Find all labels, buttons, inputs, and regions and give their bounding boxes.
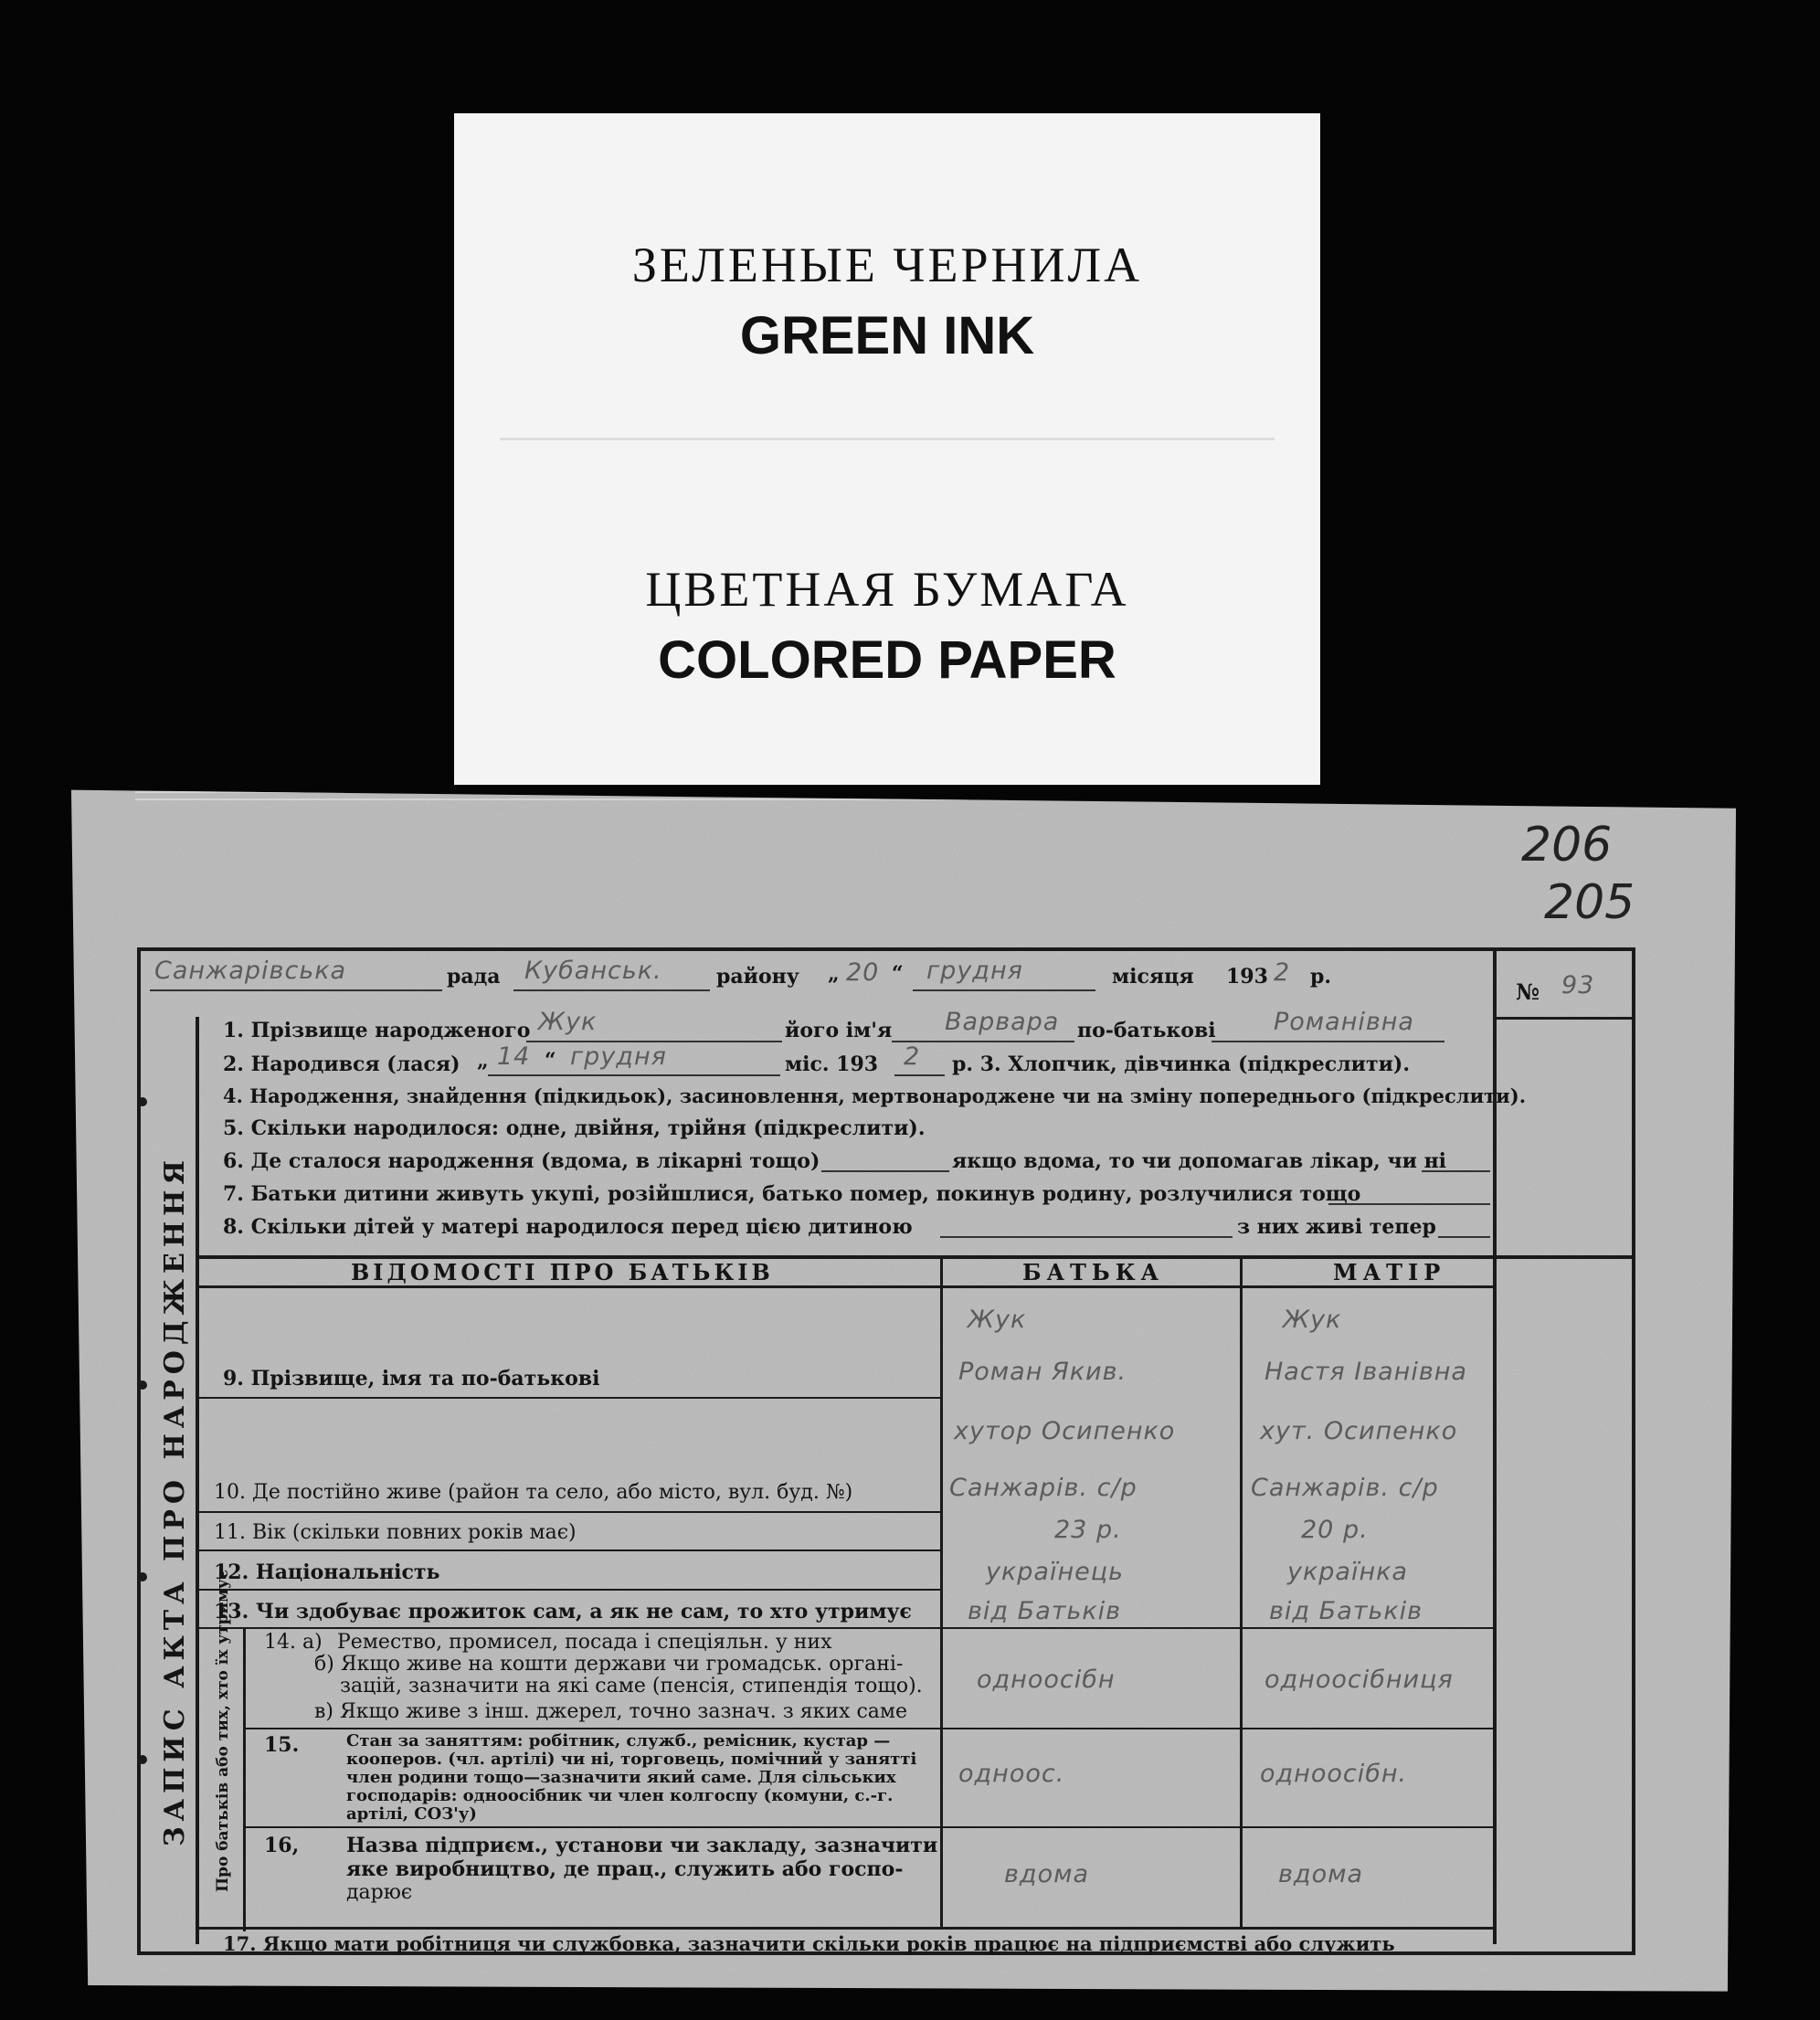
hw-mother-support: від Батьків — [1269, 1597, 1423, 1625]
label-rada: рада — [447, 965, 501, 989]
hw-father-surname: Жук — [968, 1306, 1027, 1334]
item-4: 4. Народження, знайдення (підкидьок), засиновлення, мертвонароджене чи на зміну попереднього (підкреслити). — [223, 1084, 1527, 1107]
hw-district: Кубанськ. — [524, 957, 662, 985]
card-divider — [500, 438, 1275, 440]
item-2-quote: „ — [477, 1049, 489, 1073]
day-close-quote: “ — [892, 962, 904, 986]
hw-mother-address2: Санжарів. с/р — [1251, 1474, 1439, 1502]
item-2-3-rest: р. 3. Хлопчик, дівчинка (підкреслити). — [952, 1052, 1410, 1076]
row-line — [196, 1627, 1495, 1629]
row-16-line3: дарює — [346, 1881, 413, 1904]
hw-number: 93 — [1561, 971, 1595, 999]
row-15-line1: Стан за заняттям: робітник, служб., ремісник, кустар — — [346, 1731, 891, 1750]
row-line — [243, 1728, 1495, 1729]
row-15-line4: господарів: одноосібник чи член колгоспу (комуни, с.-г. — [346, 1786, 894, 1805]
label-card — [454, 113, 1320, 785]
hw-year: 2 — [1274, 958, 1291, 987]
row-15-number: 15. — [264, 1733, 300, 1757]
label-year-suffix: р. — [1310, 965, 1332, 989]
row-14-number: 14. а) — [264, 1631, 323, 1654]
blank-line — [1328, 1203, 1490, 1205]
hw-father-address2: Санжарів. с/р — [949, 1474, 1138, 1502]
form-vertical-subtitle: Про батьків або тих, хто їх утримує — [214, 1569, 232, 1892]
blank-line — [1422, 1170, 1490, 1172]
hw-day: 20 — [846, 958, 880, 987]
hw-mother-age: 20 р. — [1301, 1516, 1369, 1544]
hw-father-workplace: вдома — [1004, 1860, 1090, 1888]
blank-line — [488, 1074, 780, 1076]
sheet-edge — [135, 791, 1709, 793]
row-16-line1: Назва підприєм., установи чи закладу, зазначити — [346, 1834, 938, 1857]
row-9-label: 9. Прізвище, імя та по-батькові — [223, 1367, 600, 1391]
blank-line — [150, 989, 442, 991]
row-12-label: 12. Національність — [214, 1560, 440, 1584]
row-15-line2: кооперов. (чл. артілі) чи ні, торговець, помічний у занятті — [346, 1750, 917, 1769]
col-header-info: ВІДОМОСТІ ПРО БАТЬКІВ — [351, 1259, 774, 1285]
row-17-label: 17. Якщо мати робітниця чи службовка, зазначити скільки років працює на підприємстві або служить — [223, 1932, 1395, 1955]
row-10-label: 10. Де постійно живе (район та село, або місто, вул. буд. №) — [214, 1481, 853, 1504]
hw-father-occupation: одноосібн — [977, 1666, 1116, 1694]
hw-council: Санжарівська — [154, 957, 347, 985]
hw-month: грудня — [926, 957, 1023, 985]
table-header-line — [196, 1285, 1495, 1288]
row-line — [196, 1511, 943, 1513]
birth-record-form — [137, 947, 1635, 1955]
hw-mother-status: одноосібн. — [1260, 1760, 1408, 1788]
row-line — [196, 1397, 943, 1399]
item-6-rest: якщо вдома, то чи допомагав лікар, чи ні — [952, 1149, 1447, 1173]
item-2-quote2: “ — [545, 1049, 556, 1073]
label-year: 193 — [1226, 965, 1268, 989]
binding-hole — [138, 1097, 147, 1106]
hw-father-nationality: українець — [986, 1558, 1125, 1586]
sheet-edge — [135, 798, 1709, 800]
row-14-a: Ремество, промисел, посада і спеціяльн. у них — [337, 1631, 832, 1654]
number-box-bottom — [1497, 1017, 1632, 1020]
blank-line — [913, 989, 1095, 991]
col-header-mother: МАТІР — [1333, 1259, 1446, 1285]
card-line1-en: GREEN INK — [739, 306, 1035, 365]
row-line — [196, 1549, 943, 1551]
item-1-name-label: його ім'я — [785, 1019, 893, 1042]
row-13-label: 13. Чи здобуває прожиток сам, а як не сам, то хто утримує — [214, 1600, 912, 1623]
item-5: 5. Скільки народилося: одне, двійня, трійня (підкреслити). — [223, 1116, 926, 1140]
row-15-line5: артілі, СОЗ'у) — [346, 1804, 477, 1824]
item-8-label: 8. Скільки дітей у матері народилося перед цією дитиною — [223, 1215, 913, 1239]
hw-mother-address1: хут. Осипенко — [1260, 1417, 1458, 1445]
row-14-c: в) Якщо живе з інш. джерел, точно зазнач. з яких саме — [314, 1700, 908, 1723]
archive-page-number-bottom: 205 — [1544, 875, 1635, 930]
hw-child-surname: Жук — [538, 1008, 598, 1036]
subtitle-col-line — [243, 1627, 246, 1931]
day-open-quote: „ — [828, 962, 840, 986]
item-8-rest: з них живі тепер — [1237, 1215, 1436, 1239]
card-line2-en: COLORED PAPER — [658, 630, 1116, 690]
row-14-b: б) Якщо живе на кошти держави чи громадськ. органі- — [314, 1653, 904, 1676]
left-border — [196, 1017, 199, 1944]
row-line — [196, 1927, 1495, 1930]
hw-birth-year: 2 — [904, 1042, 921, 1071]
hw-father-support: від Батьків — [968, 1597, 1122, 1625]
row-16-line2: яке виробництво, де прац., служить або госпо- — [346, 1857, 904, 1881]
blank-line — [513, 989, 710, 991]
blank-line — [940, 1236, 1233, 1238]
label-number: № — [1516, 978, 1540, 1005]
item-1-label: 1. Прізвище народженого — [223, 1019, 531, 1042]
item-6-label: 6. Де сталося народження (вдома, в лікарні тощо) — [223, 1149, 820, 1173]
row-line — [243, 1826, 1495, 1828]
hw-mother-name: Настя Іванівна — [1264, 1358, 1467, 1386]
row-14-b2: зацій, зазначити на які саме (пенсія, стипендія тощо). — [340, 1675, 923, 1697]
row-15-line3: член родини тощо—зазначити який саме. Для сільських — [346, 1768, 896, 1787]
col-header-father: БАТЬКА — [1022, 1259, 1165, 1285]
hw-birth-day: 14 — [497, 1042, 531, 1071]
item-2-label: 2. Народився (лася) — [223, 1052, 460, 1076]
hw-father-status: одноос. — [958, 1760, 1065, 1788]
hw-birth-month: грудня — [570, 1042, 667, 1071]
hw-father-address1: хутор Осипенко — [954, 1417, 1176, 1445]
archive-page-number-top: 206 — [1521, 818, 1613, 873]
row-line — [196, 1589, 943, 1591]
item-2-month-label: міс. 193 — [785, 1052, 879, 1076]
item-1-patr-label: по-батькові — [1077, 1019, 1216, 1042]
blank-line — [821, 1170, 949, 1172]
binding-hole — [138, 1755, 147, 1764]
binding-hole — [138, 1572, 147, 1581]
hw-father-age: 23 р. — [1054, 1516, 1122, 1544]
blank-line — [1438, 1236, 1490, 1238]
hw-child-name: Варвара — [945, 1008, 1060, 1036]
row-11-label: 11. Вік (скільки повних років має) — [214, 1521, 577, 1544]
card-line2-ru: ЦВЕТНАЯ БУМАГА — [645, 562, 1129, 617]
label-misiatsia: місяця — [1112, 965, 1194, 989]
blank-line — [1212, 1041, 1444, 1042]
hw-mother-occupation: одноосібниця — [1264, 1666, 1454, 1694]
hw-mother-surname: Жук — [1283, 1306, 1342, 1334]
blank-line — [894, 1074, 945, 1076]
hw-mother-workplace: вдома — [1278, 1860, 1364, 1888]
label-raionu: району — [716, 965, 799, 989]
form-vertical-title: ЗАПИС АКТА ПРО НАРОДЖЕННЯ — [159, 1155, 191, 1846]
binding-hole — [138, 1380, 147, 1390]
hw-father-name: Роман Якив. — [958, 1358, 1127, 1386]
hw-child-patronymic: Романівна — [1274, 1008, 1414, 1036]
item-7: 7. Батьки дитини живуть укупі, розійшлися, батько помер, покинув родину, розлучилися тощо — [223, 1182, 1361, 1206]
card-line1-ru: ЗЕЛЕНЫЕ ЧЕРНИЛА — [631, 238, 1143, 292]
row-16-number: 16, — [264, 1834, 300, 1857]
hw-mother-nationality: українка — [1287, 1558, 1408, 1586]
